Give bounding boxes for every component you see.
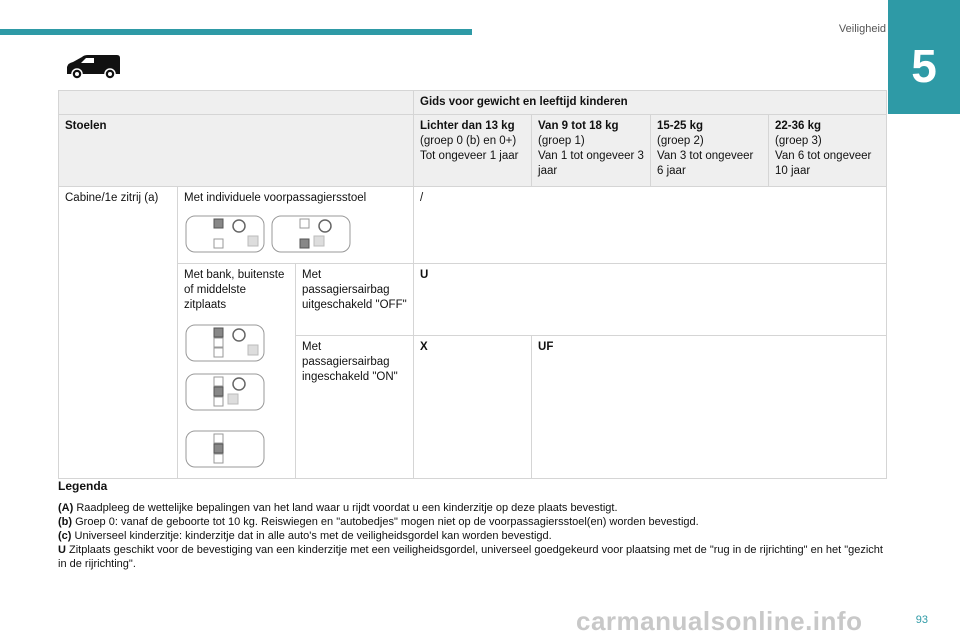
legend-item: U Zitplaats geschikt voor de bevestiging van een kinderzitje met een veiligheidsgordel, universeel goedgekeurd voor plaatsing met de "rug in de rijrichting" en het "gezicht in de rijrichting".	[58, 544, 883, 570]
watermark: carmanualsonline.info	[576, 606, 863, 636]
chapter-number: 5	[911, 40, 937, 92]
table-title: Gids voor gewicht en leeftijd kinderen	[414, 91, 887, 115]
header-bar	[0, 29, 472, 35]
airbag-on-label: Met passagiersairbag ingeschakeld "ON"	[296, 336, 414, 479]
individual-seat-cell	[178, 187, 414, 264]
airbag-on-value: X	[414, 336, 532, 479]
legend	[58, 479, 888, 571]
seat-diagram-icon	[184, 372, 266, 412]
airbag-off-value: U	[414, 264, 887, 336]
group-header: Van 9 tot 18 kg (groep 1) Van 1 tot ongeveer 3 jaar	[532, 115, 651, 187]
airbag-on-value: UF	[532, 336, 887, 479]
bench-seat-cell	[178, 264, 296, 479]
seat-diagram-icon	[184, 214, 266, 254]
page-number: 93	[915, 614, 928, 626]
individual-seat-label: Met individuele voorpassagiersstoel	[184, 192, 367, 204]
row-label: Cabine/1e zitrij (a)	[59, 187, 178, 479]
child-seat-table	[58, 90, 887, 479]
legend-item: (A) Raadpleeg de wettelijke bepalingen van het land waar u rijdt voordat u een kinderzitje op deze plaats bevestigt.	[58, 502, 618, 514]
legend-item: (c) Universeel kinderzitje: kinderzitje dat in alle auto's met de veiligheidsgordel kan worden bevestigd.	[58, 530, 552, 542]
legend-title: Legenda	[58, 479, 108, 493]
group-header: 15-25 kg (groep 2) Van 3 tot ongeveer 6 jaar	[651, 115, 769, 187]
seat-diagram-icon	[270, 214, 352, 254]
van-icon	[64, 54, 122, 80]
seat-diagram-icon	[184, 429, 266, 469]
bench-seat-label: Met bank, buitenste of middelste zitplaats	[184, 269, 285, 311]
seat-diagram-icon	[184, 323, 266, 363]
seats-header: Stoelen	[59, 115, 414, 187]
legend-item: (b) Groep 0: vanaf de geboorte tot 10 kg. Reiswiegen en "autobedjes" mogen niet op de voorpassagiersstoel(en) worden bevestigd.	[58, 516, 699, 528]
individual-seat-value: /	[414, 187, 887, 264]
group-header: 22-36 kg (groep 3) Van 6 tot ongeveer 10 jaar	[769, 115, 887, 187]
airbag-off-label: Met passagiersairbag uitgeschakeld "OFF"	[296, 264, 414, 336]
section-title: Veiligheid	[838, 23, 886, 35]
group-header: Lichter dan 13 kg (groep 0 (b) en 0+) Tot ongeveer 1 jaar	[414, 115, 532, 187]
